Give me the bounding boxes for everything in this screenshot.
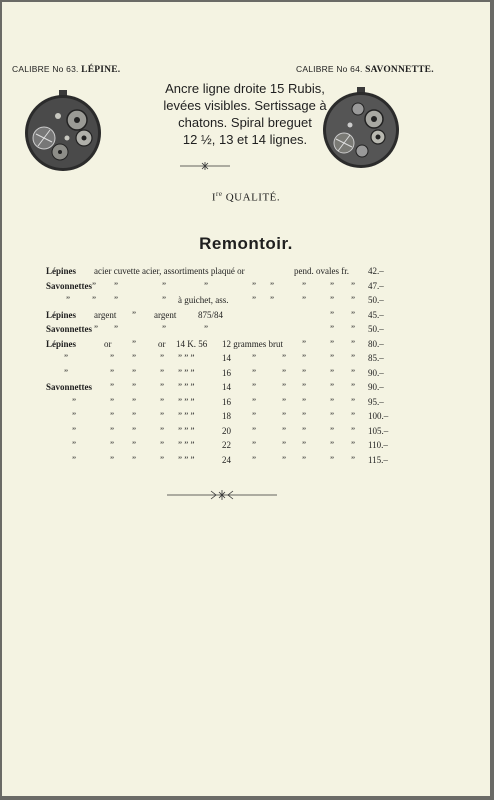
row-cell: ” <box>330 280 334 291</box>
row-price: 45.– <box>368 309 384 320</box>
row-label: Savonnettes <box>46 382 93 392</box>
row-cell: ” <box>330 440 334 450</box>
row-cell: ” <box>330 353 334 363</box>
row-cell: ” ” ” <box>178 411 195 421</box>
row-cell: ” <box>110 411 114 421</box>
row-cell: ” <box>110 353 114 363</box>
description-line: levées visibles. Sertissage à <box>163 98 327 113</box>
row-cell: 14 <box>222 382 231 392</box>
row-cell: ” <box>204 324 208 334</box>
table-row <box>2 339 490 353</box>
row-cell: ” <box>330 411 334 421</box>
row-cell: ” <box>330 295 334 305</box>
row-cell: ” <box>114 280 118 291</box>
row-price: 110.– <box>368 440 388 450</box>
calibre-label-left <box>12 64 120 75</box>
row-cell: or <box>104 338 112 349</box>
row-cell: ” <box>351 338 355 349</box>
row-cell: ” <box>114 324 118 334</box>
row-cell: acier cuvette acier, assortiments plaqué or <box>94 266 245 276</box>
row-cell: ” <box>282 367 286 378</box>
table-row <box>2 324 490 338</box>
row-cell: ” <box>160 440 164 450</box>
row-cell: ” <box>92 280 96 291</box>
row-cell: ” <box>252 396 256 407</box>
row-cell: ” <box>110 367 114 378</box>
calibre-name-left: LÉPINE. <box>81 65 121 75</box>
row-cell: ” <box>160 353 164 363</box>
quality-sup: re <box>216 190 223 198</box>
row-price: 85.– <box>368 353 384 363</box>
row-cell: ” <box>351 353 355 363</box>
row-price: 50.– <box>368 295 384 305</box>
row-cell: ” <box>330 338 334 349</box>
row-cell: ” <box>160 425 164 436</box>
row-cell: argent <box>154 309 177 320</box>
row-price: 90.– <box>368 367 384 378</box>
row-cell: ” <box>351 411 355 421</box>
row-cell: ” <box>330 382 334 392</box>
row-cell: ” <box>110 440 114 450</box>
row-cell: 14 <box>222 353 231 363</box>
row-cell: ” <box>132 367 136 378</box>
row-cell: ” <box>252 440 256 450</box>
row-label: ” <box>66 295 70 305</box>
row-price: 50.– <box>368 324 384 334</box>
row-cell: ” <box>302 382 306 392</box>
calibre-name-right: SAVONNETTE. <box>365 65 434 75</box>
row-cell: ” <box>132 454 136 465</box>
row-cell: ” <box>270 295 274 305</box>
row-label: ” <box>64 367 68 378</box>
row-cell: ” <box>351 367 355 378</box>
row-cell: ” ” ” <box>178 396 195 407</box>
row-cell: ” <box>330 425 334 436</box>
row-cell: ” <box>330 396 334 407</box>
row-cell: ” <box>302 425 306 436</box>
row-cell: ” <box>302 367 306 378</box>
table-row <box>2 281 490 295</box>
row-cell: ” ” ” <box>178 425 195 436</box>
row-cell: ” <box>252 367 256 378</box>
row-cell: ” <box>132 338 136 349</box>
row-cell: ” <box>282 396 286 407</box>
row-cell: pend. ovales fr. <box>294 266 349 276</box>
row-label: ” <box>72 440 76 450</box>
table-row <box>2 368 490 382</box>
row-cell: 16 <box>222 396 231 407</box>
row-cell: ” <box>160 396 164 407</box>
row-cell: ” <box>110 396 114 407</box>
movement-description <box>120 80 370 148</box>
row-cell: ” <box>351 440 355 450</box>
row-label: ” <box>72 396 76 407</box>
row-cell: ” <box>110 425 114 436</box>
row-cell: ” <box>252 295 256 305</box>
row-cell: ” <box>282 454 286 465</box>
row-cell: à guichet, ass. <box>178 295 229 305</box>
row-cell: ” ” ” <box>178 440 195 450</box>
row-cell: ” <box>132 440 136 450</box>
row-cell: 12 grammes brut <box>222 338 283 349</box>
calibre-prefix-right: CALIBRE No 64. <box>296 64 363 74</box>
row-cell: ” <box>302 440 306 450</box>
row-cell: ” <box>282 440 286 450</box>
row-label: Lépines <box>46 338 77 349</box>
row-cell: ” <box>252 425 256 436</box>
section-heading: Remontoir. <box>199 234 293 253</box>
row-cell: ” <box>302 353 306 363</box>
row-cell: or <box>158 338 166 349</box>
row-price: 105.– <box>368 425 389 436</box>
row-label: ” <box>72 454 76 465</box>
row-cell: ” <box>132 382 136 392</box>
row-cell: 875/84 <box>198 309 224 320</box>
description-line: 12 ½, 13 et 14 lignes. <box>182 132 308 147</box>
row-cell: ” <box>351 309 355 320</box>
row-price: 42.– <box>368 266 384 276</box>
row-price: 100.– <box>368 411 389 421</box>
row-cell: ” <box>302 295 306 305</box>
description-line: Ancre ligne droite 15 Rubis, <box>165 81 325 96</box>
table-row <box>2 411 490 425</box>
row-cell: ” <box>252 382 256 392</box>
quality-prefix: I <box>211 191 217 204</box>
row-cell: ” <box>330 367 334 378</box>
row-cell: ” <box>330 324 334 334</box>
row-cell: ” <box>330 309 334 320</box>
row-label: Lépines <box>46 266 77 276</box>
row-cell: ” <box>270 280 274 291</box>
catalog-page <box>2 2 490 796</box>
row-label: Savonnettes <box>46 280 93 291</box>
row-price: 47.– <box>368 280 384 291</box>
table-row <box>2 426 490 440</box>
row-cell: ” <box>132 396 136 407</box>
row-cell: ” ” ” <box>178 367 195 378</box>
row-cell: ” <box>252 353 256 363</box>
row-cell: ” <box>162 280 166 291</box>
row-price: 80.– <box>368 338 384 349</box>
row-cell: ” ” ” <box>178 454 195 465</box>
table-row <box>2 266 490 280</box>
row-cell: ” <box>110 382 114 392</box>
row-cell: ” <box>351 295 355 305</box>
row-cell: ” <box>351 425 355 436</box>
row-cell: ” <box>351 324 355 334</box>
row-cell: ” <box>160 367 164 378</box>
row-cell: ” <box>204 280 208 291</box>
row-cell: ” <box>351 382 355 392</box>
row-cell: ” <box>92 295 96 305</box>
row-cell: ” <box>162 295 166 305</box>
row-label: ” <box>64 353 68 363</box>
calibre-prefix-left: CALIBRE No 63. <box>12 64 79 74</box>
row-cell: ” <box>302 338 306 349</box>
row-cell: argent <box>94 309 117 320</box>
row-cell: ” <box>132 411 136 421</box>
ornament-divider-bottom-icon <box>167 490 277 500</box>
row-cell: ” <box>351 396 355 407</box>
table-row <box>2 440 490 454</box>
row-cell: ” <box>252 280 256 291</box>
row-price: 95.– <box>368 396 384 407</box>
row-cell: ” <box>94 324 98 334</box>
row-cell: ” <box>160 411 164 421</box>
lepine-movement-image <box>22 90 104 172</box>
table-row <box>2 382 490 396</box>
row-label: ” <box>72 425 76 436</box>
row-cell: ” <box>132 425 136 436</box>
row-cell: ” <box>302 411 306 421</box>
row-cell: ” ” ” <box>178 353 195 363</box>
row-cell: ” <box>330 454 334 465</box>
table-row <box>2 310 490 324</box>
row-cell: ” <box>132 353 136 363</box>
row-cell: ” <box>351 280 355 291</box>
row-cell: 18 <box>222 411 231 421</box>
row-cell: ” <box>282 425 286 436</box>
row-label: ” <box>72 411 76 421</box>
row-cell: ” <box>162 324 166 334</box>
row-cell: ” <box>252 454 256 465</box>
row-cell: ” <box>351 454 355 465</box>
row-cell: ” <box>160 454 164 465</box>
row-cell: ” <box>282 411 286 421</box>
row-cell: ” <box>282 353 286 363</box>
row-cell: 22 <box>222 440 231 450</box>
row-label: Lépines <box>46 309 77 320</box>
row-cell: ” <box>302 280 306 291</box>
quality-heading <box>2 190 490 204</box>
row-cell: ” ” ” <box>178 382 195 392</box>
row-cell: ” <box>110 454 114 465</box>
ornament-divider-icon <box>180 162 230 170</box>
row-cell: 20 <box>222 425 231 436</box>
quality-text: QUALITÉ. <box>222 191 281 204</box>
description-line: chatons. Spiral breguet <box>178 115 312 130</box>
table-row <box>2 295 490 309</box>
row-cell: ” <box>114 295 118 305</box>
row-price: 90.– <box>368 382 384 392</box>
row-cell: ” <box>160 382 164 392</box>
row-cell: ” <box>282 382 286 392</box>
row-cell: 24 <box>222 454 231 465</box>
table-row <box>2 455 490 469</box>
table-row <box>2 353 490 367</box>
table-row <box>2 397 490 411</box>
row-cell: ” <box>132 309 136 320</box>
calibre-label-right <box>296 64 434 75</box>
row-label: Savonnettes <box>46 324 93 334</box>
row-cell: 16 <box>222 367 231 378</box>
row-cell: ” <box>302 454 306 465</box>
row-cell: ” <box>252 411 256 421</box>
row-price: 115.– <box>368 454 388 465</box>
row-cell: 14 K. 56 <box>176 338 208 349</box>
row-cell: ” <box>302 396 306 407</box>
